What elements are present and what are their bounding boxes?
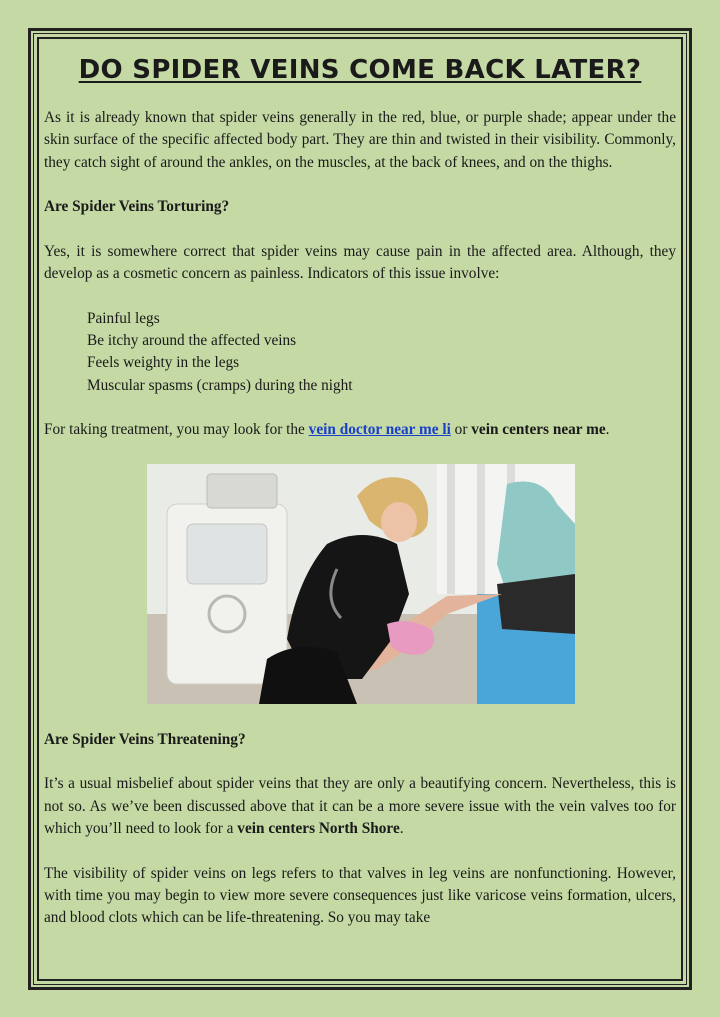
treatment-prefix: For taking treatment, you may look for the	[44, 421, 309, 439]
treatment-middle: or	[450, 421, 472, 439]
visibility-paragraph: The visibility of spider veins on legs refers to that valves in leg veins are nonfunctioning. However, with time you may begin to view more severe consequences just like varicose veins formation, ulcers, and blood clots which can be life-threatening. So you may take	[44, 864, 676, 927]
doctor-face	[381, 502, 417, 542]
threatening-suffix: .	[399, 819, 404, 837]
document-body	[44, 50, 676, 952]
treatment-paragraph	[44, 419, 676, 441]
vein-centers-north-shore-keyword: vein centers North Shore	[237, 819, 400, 837]
vein-doctor-link[interactable]: vein doctor near me li	[308, 421, 451, 439]
vein-centers-keyword: vein centers near me	[471, 421, 606, 439]
threatening-paragraph	[44, 773, 676, 840]
torturing-paragraph: Yes, it is somewhere correct that spider veins may cause pain in the affected area. Although, they develop as a cosmetic concern as painless. Indicators of this issue involve:	[44, 242, 676, 283]
list-item: Be itchy around the affected veins	[87, 331, 297, 349]
section-heading-torturing: Are Spider Veins Torturing?	[44, 198, 230, 216]
page-title: DO SPIDER VEINS COME BACK LATER?	[78, 55, 642, 85]
symptom-list	[44, 308, 676, 397]
list-item: Painful legs	[87, 309, 160, 327]
intro-paragraph: As it is already known that spider veins generally in the red, blue, or purple shade; appear under the skin surface of the specific affected body part. They are thin and twisted in their visibility. Commonly, they catch sight of around the ankles, on the muscles, at the back of knees, and on the thighs.	[44, 109, 676, 171]
clinic-photo	[147, 464, 575, 704]
section-heading-threatening: Are Spider Veins Threatening?	[44, 730, 246, 748]
threatening-text: It’s a usual misbelief about spider veins that they are only a beautifying concern. Nevertheless, this is not so. As we’ve been discussed above that it can be a more severe issue with the vein valves too for which you’ll need to look for a	[44, 775, 676, 837]
treatment-suffix: .	[605, 421, 610, 439]
list-item: Feels weighty in the legs	[87, 354, 240, 372]
list-item: Muscular spasms (cramps) during the night	[87, 376, 353, 394]
clinic-photo-illustration	[147, 464, 575, 704]
patient-shorts	[497, 574, 575, 634]
